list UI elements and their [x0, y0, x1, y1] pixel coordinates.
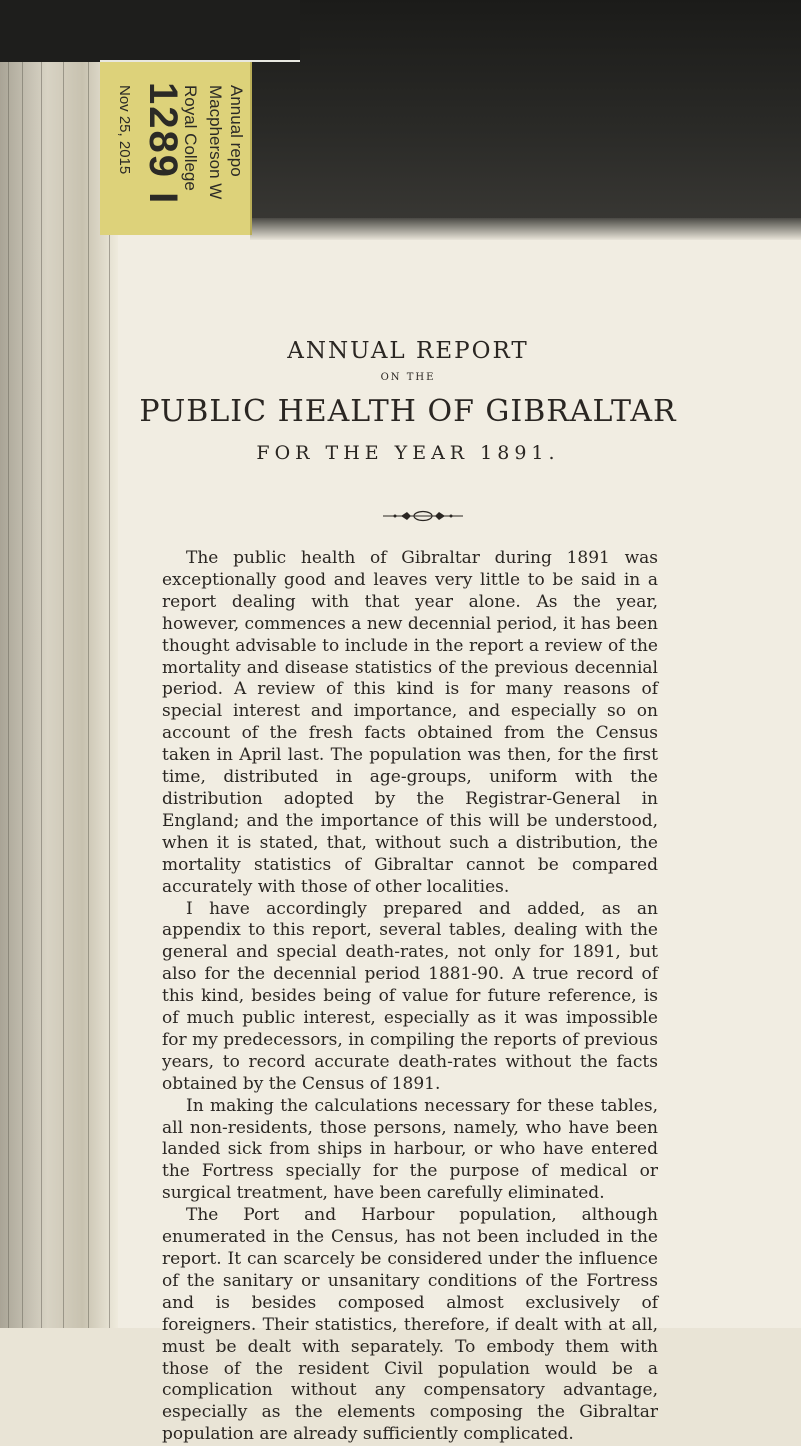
- spine-institution-line: Royal College: [181, 85, 200, 191]
- report-subject: PUBLIC HEALTH OF GIBRALTAR: [139, 394, 677, 429]
- paragraph-3: In making the calculations necessary for these tables, all non-residents, those persons, namely, who have been landed sick from ships in harbour, or who have entered the Fortress specially for the purpose of medical or surgical treatment, have been carefully eliminated.: [162, 1095, 658, 1204]
- spine-call-number: 1289 I: [141, 82, 185, 206]
- spine-dark-band: [0, 0, 300, 62]
- report-year-line: FOR THE YEAR 1891.: [256, 442, 560, 464]
- report-body: [162, 548, 658, 1446]
- spine-title-line: Annual repo: [227, 85, 246, 177]
- spine-author-line: Macpherson W: [206, 85, 225, 200]
- ornament-divider-icon: [383, 509, 463, 523]
- paragraph-1: The public health of Gibraltar during 1891 was exceptionally good and leaves very little to be said in a report dealing with that year alone. As the year, however, commences a new decennial period, it has been thought advisable to include in the report a review of the mortality and disease statistics of the previous decennial period. A review of this kind is for many reasons of special interest and importance, and especially so on account of the fresh facts obtained from the Census taken in April last. The population was then, for the first time, distributed in age-groups, uniform with the distribution adopted by the Registrar-General in England; and the importance of this will be understood, when it is stated, that, without such a distribution, the mortality statistics of Gibraltar cannot be compared accurately with those of other localities.: [162, 548, 658, 897]
- paragraph-4: The Port and Harbour population, although enumerated in the Census, has not been included in the report. It can scarcely be considered under the influence of the sanitary or unsanitary conditions of the Fortress and is besides composed almost exclusively of foreigners. Their statistics, therefore, if dealt with at all, must be dealt with separately. To embody them with those of the resident Civil population would be a complication without any compensatory advantage, especially as the elements composing the Gibraltar population are already sufficiently complicated.: [162, 1205, 658, 1445]
- spine-date: Nov 25, 2015: [116, 85, 133, 175]
- paragraph-2: I have accordingly prepared and added, as an appendix to this report, several tables, dealing with the general and special death-rates, not only for 1891, but also for the decennial period 1881-90. A true record of this kind, besides being of value for future reference, is of much public interest, especially as it was impossible for my predecessors, in compiling the reports of previous years, to record accurate death-rates without the facts obtained by the Census of 1891.: [162, 898, 658, 1094]
- page-top-shadow: [250, 218, 801, 240]
- report-title: ANNUAL REPORT: [287, 338, 529, 364]
- spine-rule: [100, 60, 300, 62]
- report-on-the: ON THE: [380, 372, 436, 383]
